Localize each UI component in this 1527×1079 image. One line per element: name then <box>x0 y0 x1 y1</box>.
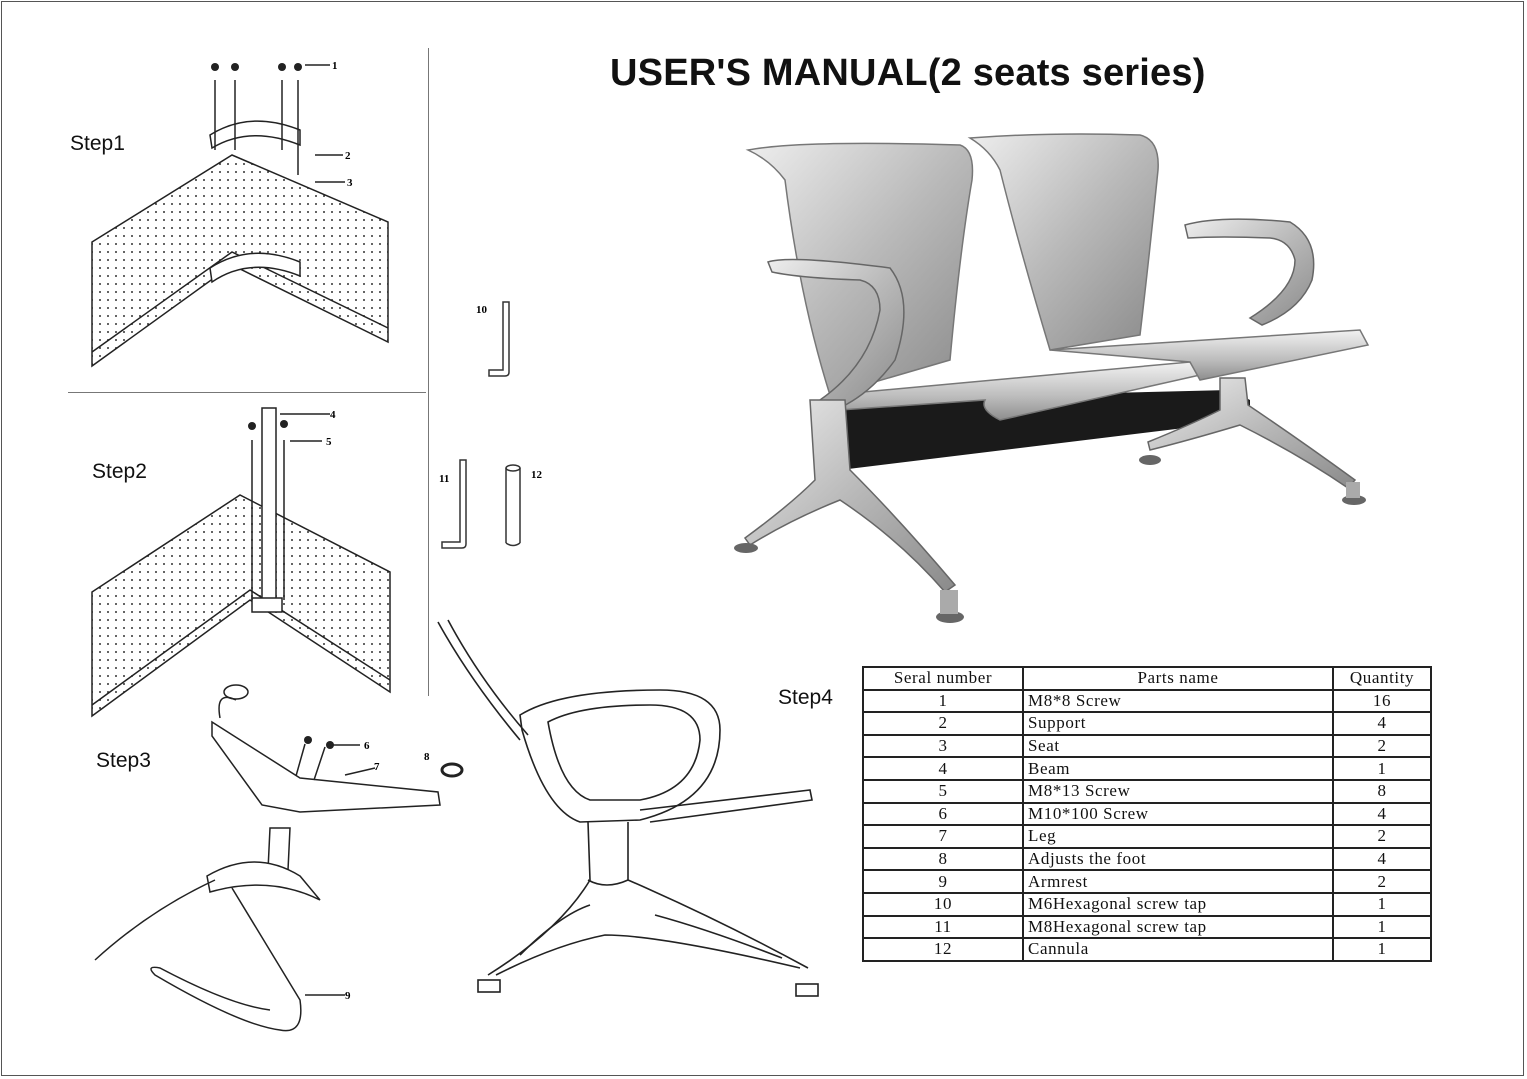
cell-qty: 8 <box>1333 780 1431 803</box>
cell-qty: 4 <box>1333 848 1431 871</box>
cell-serial: 8 <box>863 848 1023 871</box>
cell-qty: 1 <box>1333 893 1431 916</box>
table-header-row <box>863 667 1431 690</box>
step1-screws <box>211 63 302 71</box>
step2-seat-diagram <box>92 408 390 716</box>
cell-serial: 9 <box>863 870 1023 893</box>
callout-3: 3 <box>347 177 353 189</box>
step1-label: Step1 <box>70 132 125 155</box>
cell-qty: 4 <box>1333 712 1431 735</box>
cell-serial: 4 <box>863 757 1023 780</box>
cell-serial: 3 <box>863 735 1023 758</box>
hex-key-10 <box>489 302 509 376</box>
table-row <box>863 757 1431 780</box>
cell-serial: 2 <box>863 712 1023 735</box>
callout-4: 4 <box>330 409 336 421</box>
table-row <box>863 825 1431 848</box>
callout-12: 12 <box>531 469 542 481</box>
parts-table <box>862 666 1432 962</box>
step1-seat-diagram <box>92 65 388 366</box>
callout-1: 1 <box>332 60 338 72</box>
cell-qty: 1 <box>1333 938 1431 961</box>
callout-5: 5 <box>326 436 332 448</box>
cell-qty: 16 <box>1333 690 1431 713</box>
table-row <box>863 803 1431 826</box>
step4-label: Step4 <box>778 686 833 709</box>
callout-2: 2 <box>345 150 351 162</box>
cell-qty: 1 <box>1333 916 1431 939</box>
cell-qty: 2 <box>1333 825 1431 848</box>
cell-name: Armrest <box>1023 870 1333 893</box>
callout-7: 7 <box>374 761 380 773</box>
header-serial: Seral number <box>863 667 1023 690</box>
cell-name: Support <box>1023 712 1333 735</box>
step2-label: Step2 <box>92 460 147 483</box>
cell-name: M8*8 Screw <box>1023 690 1333 713</box>
callout-8: 8 <box>424 751 430 763</box>
cell-name: Beam <box>1023 757 1333 780</box>
cell-name: Seat <box>1023 735 1333 758</box>
cell-name: M8*13 Screw <box>1023 780 1333 803</box>
cell-serial: 6 <box>863 803 1023 826</box>
cell-qty: 4 <box>1333 803 1431 826</box>
step3-parts <box>304 736 462 776</box>
table-row <box>863 870 1431 893</box>
table-row <box>863 690 1431 713</box>
table-row <box>863 712 1431 735</box>
cell-name: M8Hexagonal screw tap <box>1023 916 1333 939</box>
cell-qty: 2 <box>1333 870 1431 893</box>
page-title: USER'S MANUAL(2 seats series) <box>610 52 1206 94</box>
callout-10: 10 <box>476 304 487 316</box>
cell-qty: 1 <box>1333 757 1431 780</box>
header-parts-name: Parts name <box>1023 667 1333 690</box>
cannula-12 <box>506 465 520 546</box>
table-row <box>863 780 1431 803</box>
callout-9: 9 <box>345 990 351 1002</box>
cell-name: Leg <box>1023 825 1333 848</box>
cell-name: M10*100 Screw <box>1023 803 1333 826</box>
table-row <box>863 735 1431 758</box>
callout-11: 11 <box>439 473 450 485</box>
cell-qty: 2 <box>1333 735 1431 758</box>
step3-label: Step3 <box>96 749 151 772</box>
cell-name: Adjusts the foot <box>1023 848 1333 871</box>
cell-serial: 7 <box>863 825 1023 848</box>
cell-name: Cannula <box>1023 938 1333 961</box>
product-photo-bench <box>734 134 1368 623</box>
callout-6: 6 <box>364 740 370 752</box>
step4-frame-diagram <box>438 620 818 996</box>
table-row <box>863 848 1431 871</box>
table-row <box>863 893 1431 916</box>
cell-serial: 5 <box>863 780 1023 803</box>
cell-name: M6Hexagonal screw tap <box>1023 893 1333 916</box>
table-row <box>863 916 1431 939</box>
cell-serial: 10 <box>863 893 1023 916</box>
table-row <box>863 938 1431 961</box>
step3-leg-diagram <box>95 685 440 1031</box>
header-quantity: Quantity <box>1333 667 1431 690</box>
cell-serial: 12 <box>863 938 1023 961</box>
cell-serial: 1 <box>863 690 1023 713</box>
cell-serial: 11 <box>863 916 1023 939</box>
